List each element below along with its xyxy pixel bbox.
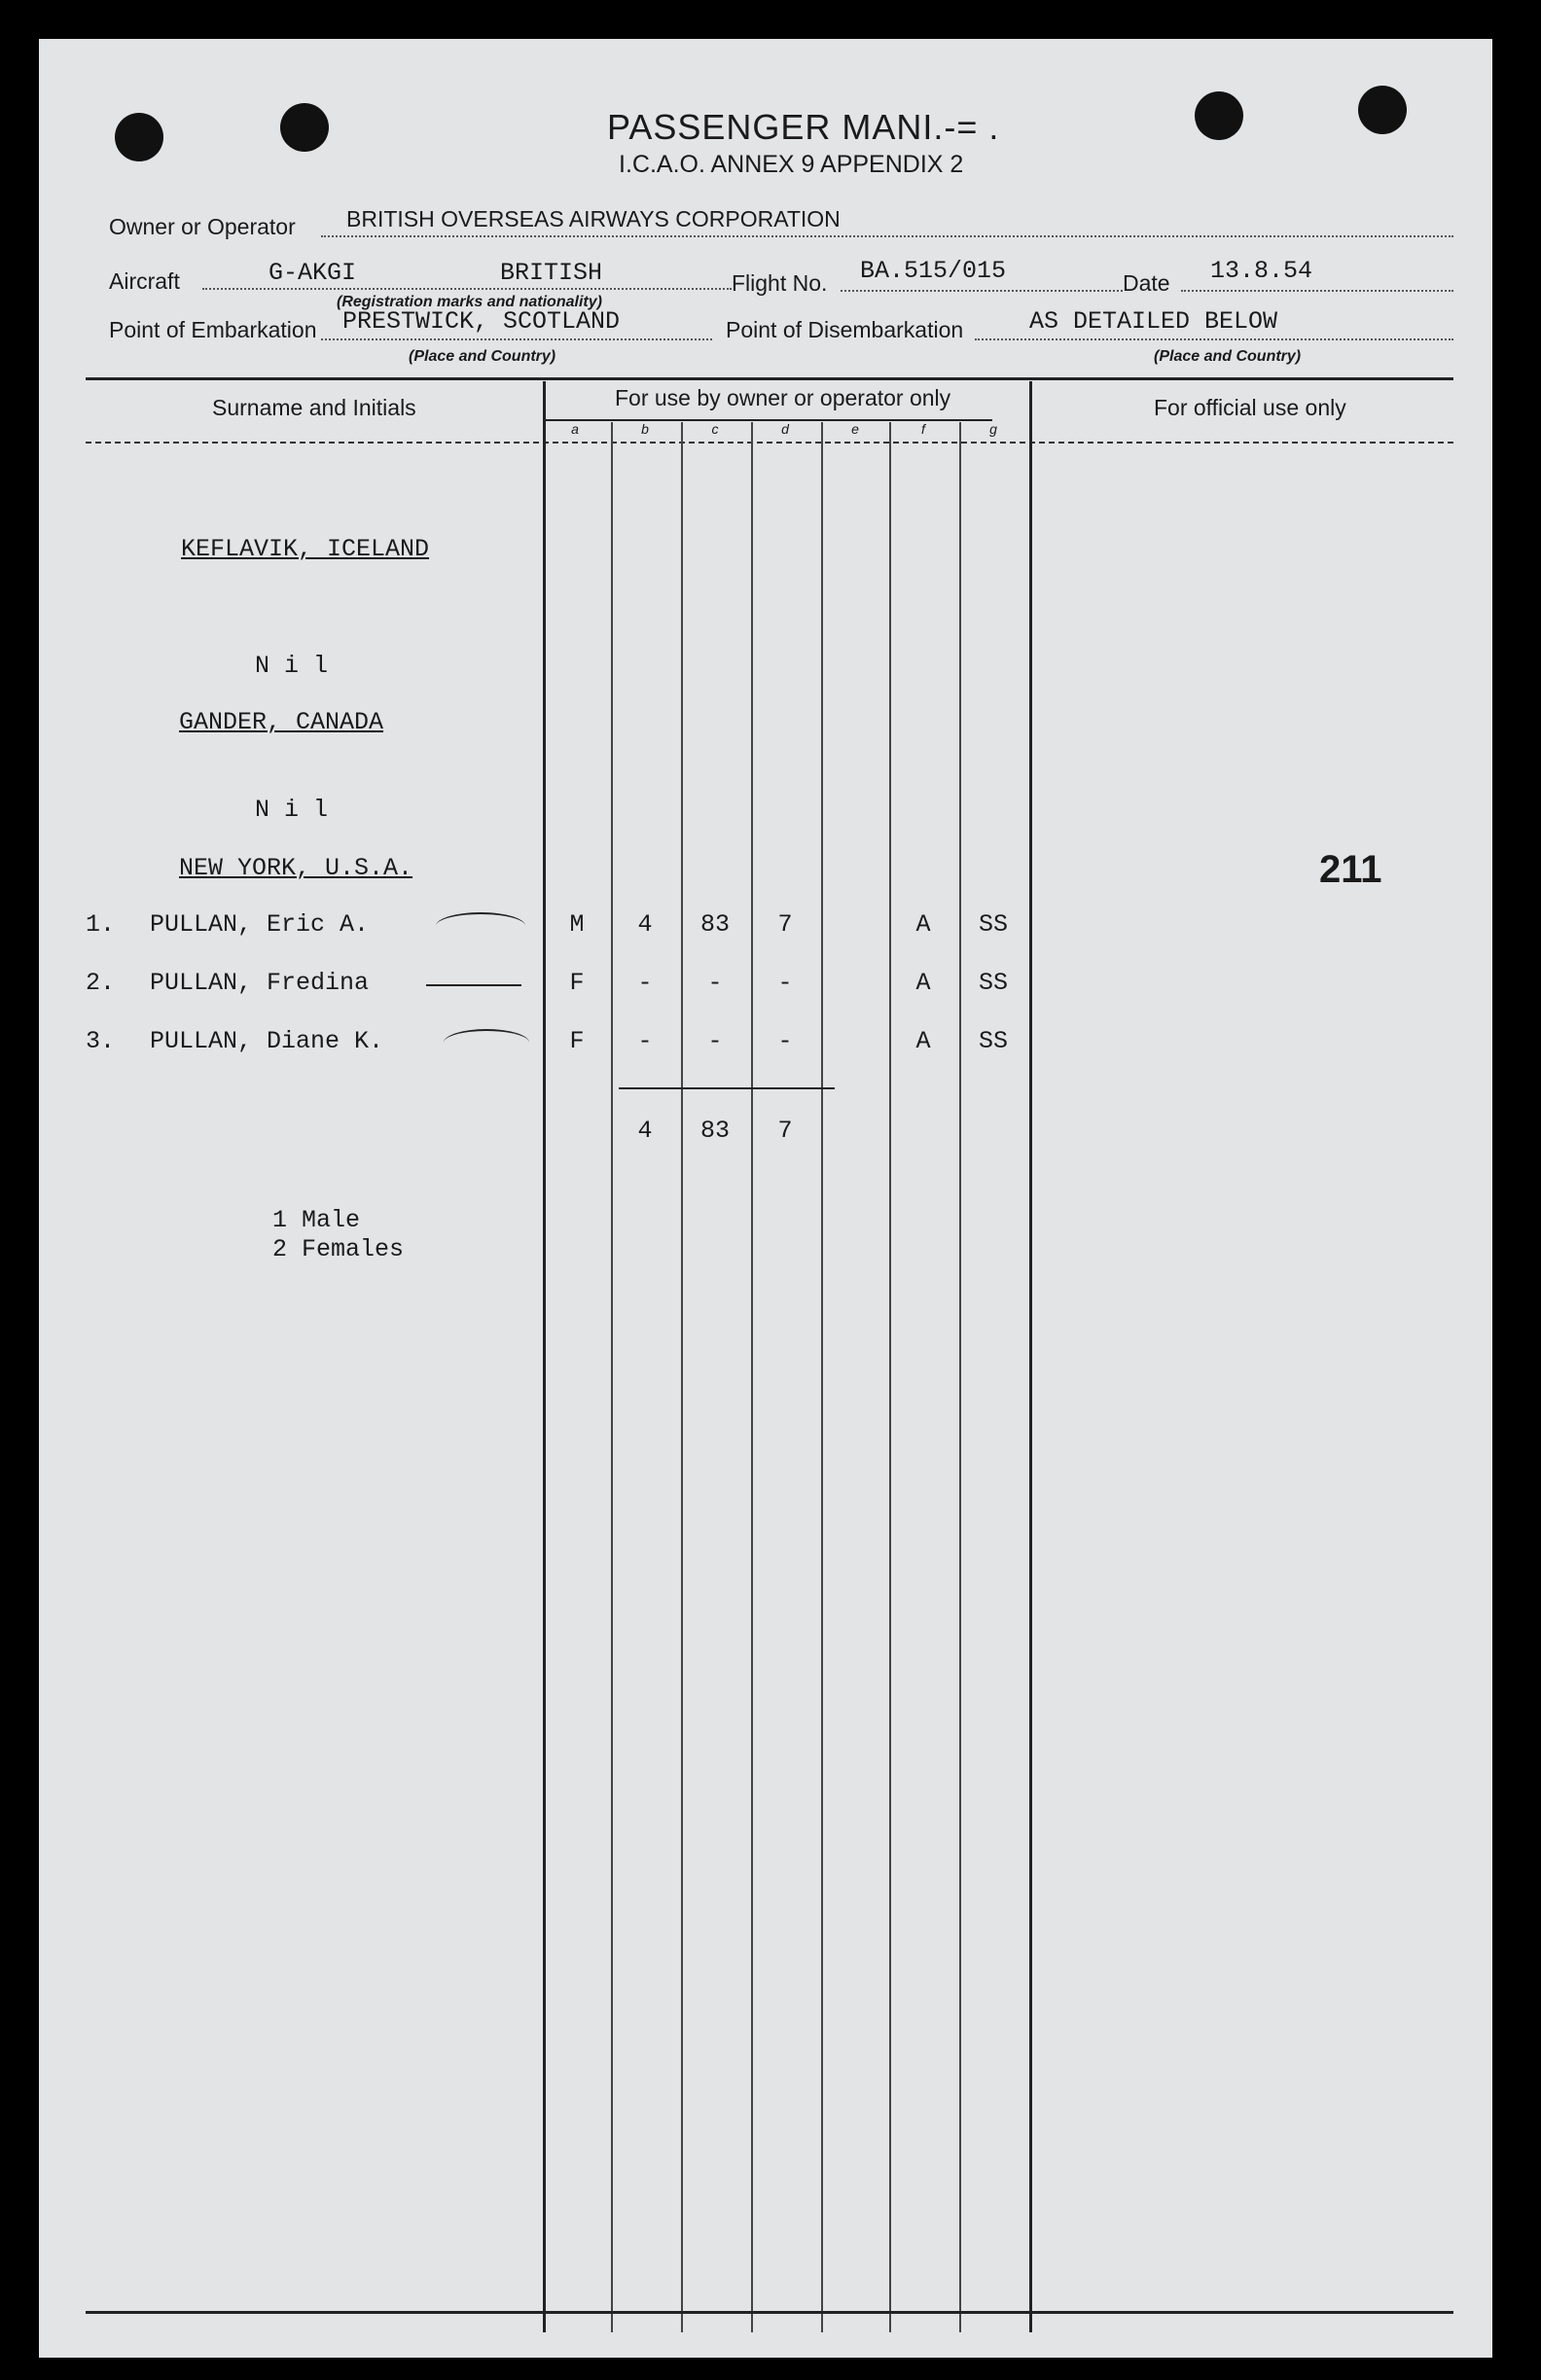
summary-female: 2 Females [272,1235,405,1263]
stop-new-york: NEW YORK, U.S.A. [179,854,413,882]
col-divider-surname [543,381,546,2332]
stop-gander-passengers: N i l [255,796,329,824]
punch-hole-left-2 [280,103,329,152]
col-letter-d: d [781,421,789,437]
passenger-col-a: F [569,969,585,997]
passenger-col-c: - [707,1027,723,1055]
summary-male: 1 Male [272,1206,361,1234]
aircraft-caption: (Registration marks and nationality) [337,294,602,310]
passenger-name: PULLAN, Fredina [150,969,370,997]
embarkation-line [321,338,712,340]
col-divider-official [1029,381,1032,2332]
stop-keflavik: KEFLAVIK, ICELAND [181,535,430,563]
col-divider-fg [959,422,961,2332]
stop-keflavik-passengers: N i l [255,652,329,680]
total-col-d: 7 [777,1117,793,1145]
punch-hole-right-2 [1358,86,1407,134]
check-mark [426,984,521,1012]
col-divider-cd [751,422,753,2332]
col-header-surname: Surname and Initials [212,395,416,420]
total-col-c: 83 [699,1117,730,1145]
col-letter-c: c [711,421,719,437]
col-header-official-use: For official use only [1154,395,1346,420]
passenger-index: 2. [86,969,116,997]
form-title: PASSENGER MANI.-= . [607,107,1000,147]
passenger-col-d: 7 [777,910,793,939]
disembarkation-caption: (Place and Country) [1154,348,1302,365]
passenger-col-a: F [569,1027,585,1055]
passenger-col-b: 4 [637,910,653,939]
disembarkation-line [975,338,1453,340]
col-divider-ab [611,422,613,2332]
passenger-col-d: - [777,1027,793,1055]
disembarkation-label: Point of Disembarkation [726,317,964,342]
passenger-col-f: A [915,910,931,939]
col-divider-de [821,422,823,2332]
passenger-col-f: A [915,969,931,997]
passenger-index: 1. [86,910,116,939]
col-letter-a: a [571,421,579,437]
aircraft-registration: G-AKGI [269,259,357,287]
check-mark [444,1029,529,1056]
col-divider-bc [681,422,683,2332]
passenger-index: 3. [86,1027,116,1055]
passenger-col-b: - [637,969,653,997]
header-bottom-rule [86,442,1453,444]
passenger-col-a: M [569,910,585,939]
passenger-name: PULLAN, Diane K. [150,1027,384,1055]
col-header-owner-use: For use by owner or operator only [615,385,951,410]
embarkation-caption: (Place and Country) [409,348,556,365]
flight-number-value: BA.515/015 [860,257,1007,285]
total-col-b: 4 [637,1117,653,1145]
aircraft-label: Aircraft [109,268,180,294]
official-page-number: 211 [1319,848,1382,891]
passenger-name: PULLAN, Eric A. [150,910,370,939]
aircraft-line [202,288,732,290]
totals-rule [619,1087,835,1089]
passenger-col-f: A [915,1027,931,1055]
col-letter-e: e [851,421,859,437]
passenger-col-c: 83 [699,910,730,939]
punch-hole-left-1 [115,113,163,161]
passenger-col-g: SS [978,910,1008,939]
embarkation-label: Point of Embarkation [109,317,317,342]
owner-operator-line [321,235,1453,237]
passenger-col-g: SS [978,1027,1008,1055]
date-value: 13.8.54 [1210,257,1313,285]
stop-gander: GANDER, CANADA [179,708,384,736]
passenger-col-g: SS [978,969,1008,997]
col-divider-ef [889,422,891,2332]
owner-operator-label: Owner or Operator [109,214,296,239]
aircraft-nationality: BRITISH [500,259,603,287]
disembarkation-value: AS DETAILED BELOW [1029,307,1278,336]
passenger-col-c: - [707,969,723,997]
date-line [1181,290,1453,292]
flight-number-label: Flight No. [732,270,828,296]
date-label: Date [1123,270,1170,296]
passenger-col-d: - [777,969,793,997]
passenger-col-b: - [637,1027,653,1055]
punch-hole-right-1 [1195,91,1243,140]
col-letter-b: b [641,421,649,437]
owner-operator-value: BRITISH OVERSEAS AIRWAYS CORPORATION [346,206,841,231]
col-letter-f: f [921,421,925,437]
embarkation-value: PRESTWICK, SCOTLAND [342,307,621,336]
table-top-rule [86,377,1453,380]
form-subtitle: I.C.A.O. ANNEX 9 APPENDIX 2 [619,151,964,178]
manifest-page [39,39,1492,2358]
table-bottom-rule [86,2311,1453,2314]
flight-number-line [841,290,1123,292]
check-mark [436,912,525,940]
col-letter-g: g [989,421,997,437]
